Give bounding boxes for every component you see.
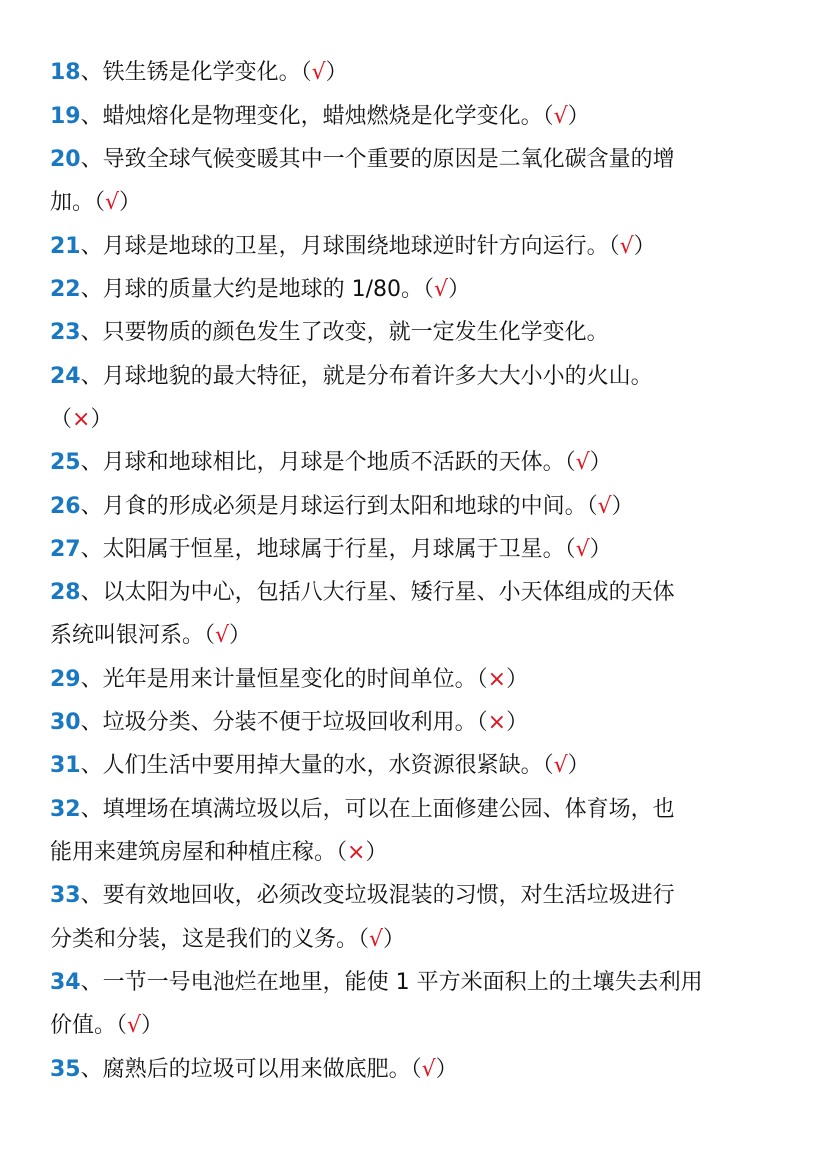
text-line (50, 362, 787, 392)
item-number: 33 (50, 883, 81, 908)
item-number: 35 (50, 1057, 81, 1082)
item-number: 32 (50, 797, 81, 822)
item-text: 能用来建筑房屋和种植庄稼。（ (50, 840, 348, 865)
text-line (50, 621, 787, 651)
item-number: 22 (50, 277, 81, 302)
item-text: 、垃圾分类、分装不便于垃圾回收利用。（ (80, 710, 488, 735)
closing-paren: ） (383, 927, 406, 952)
closing-paren: ） (506, 710, 529, 735)
check-mark-icon: √ (127, 1013, 142, 1038)
text-line (50, 1011, 787, 1041)
text-line (50, 751, 787, 781)
closing-paren: ） (611, 494, 634, 519)
closing-paren: ） (589, 450, 612, 475)
check-mark-icon: √ (421, 1057, 436, 1082)
item-text: 、月食的形成必须是月球运行到太阳和地球的中间。（ (80, 494, 598, 519)
text-line (50, 881, 787, 911)
text-line (50, 665, 787, 695)
text-line (50, 318, 787, 348)
closing-paren: ） (325, 60, 348, 85)
check-mark-icon: √ (434, 277, 449, 302)
item-text: 、月球地貌的最大特征，就是分布着许多大大小小的火山。 (80, 364, 653, 389)
closing-paren: ） (90, 407, 113, 432)
check-mark-icon: √ (553, 104, 568, 129)
cross-mark-icon: × (72, 407, 91, 432)
item-number: 25 (50, 450, 81, 475)
text-line (50, 145, 787, 175)
item-number: 18 (50, 60, 81, 85)
check-mark-icon: √ (575, 450, 590, 475)
check-mark-icon: √ (553, 753, 568, 778)
text-line (50, 232, 787, 262)
closing-paren: ） (567, 753, 590, 778)
item-text: 、月球的质量大约是地球的 1/80。（ (80, 277, 435, 302)
closing-paren: ） (633, 234, 656, 259)
item-number: 31 (50, 753, 81, 778)
item-text: 、月球是地球的卫星，月球围绕地球逆时针方向运行。（ (80, 234, 620, 259)
text-line (50, 1055, 787, 1085)
item-number: 27 (50, 537, 81, 562)
item-number: 28 (50, 580, 81, 605)
item-text: 、蜡烛熔化是物理变化，蜡烛燃烧是化学变化。（ (80, 104, 554, 129)
text-line (50, 535, 787, 565)
item-text: 、只要物质的颜色发生了改变，就一定发生化学变化。 (80, 320, 609, 345)
text-line (50, 925, 787, 955)
closing-paren: ） (589, 537, 612, 562)
check-mark-icon: √ (597, 494, 612, 519)
closing-paren: ） (435, 1057, 458, 1082)
item-number: 30 (50, 710, 81, 735)
closing-paren: ） (506, 667, 529, 692)
check-mark-icon: √ (575, 537, 590, 562)
item-number: 20 (50, 147, 81, 172)
item-text: 加。（ (50, 190, 106, 215)
item-number: 21 (50, 234, 81, 259)
item-text: 、导致全球气候变暖其中一个重要的原因是二氧化碳含量的增 (80, 147, 675, 172)
item-text: 、以太阳为中心，包括八大行星、矮行星、小天体组成的天体 (80, 580, 675, 605)
text-line (50, 275, 787, 305)
item-number: 29 (50, 667, 81, 692)
text-line (50, 578, 787, 608)
closing-paren: ） (141, 1013, 164, 1038)
item-text: 、要有效地回收，必须改变垃圾混装的习惯，对生活垃圾进行 (80, 883, 675, 908)
text-line (50, 795, 787, 825)
closing-paren: ） (448, 277, 471, 302)
check-mark-icon: √ (215, 623, 230, 648)
text-line (50, 58, 787, 88)
item-text: 系统叫银河系。（ (50, 623, 216, 648)
text-line (50, 448, 787, 478)
item-number: 23 (50, 320, 81, 345)
item-number: 26 (50, 494, 81, 519)
item-text: 价值。（ (50, 1013, 128, 1038)
item-text: （ (50, 407, 73, 432)
cross-mark-icon: × (347, 840, 366, 865)
item-text: 、铁生锈是化学变化。（ (80, 60, 312, 85)
cross-mark-icon: × (487, 710, 507, 735)
item-number: 19 (50, 104, 81, 129)
check-mark-icon: √ (369, 927, 384, 952)
text-line (50, 968, 787, 998)
closing-paren: ） (365, 840, 388, 865)
item-text: 、腐熟后的垃圾可以用来做底肥。（ (80, 1057, 422, 1082)
check-mark-icon: √ (619, 234, 634, 259)
item-text: 分类和分装，这是我们的义务。（ (50, 927, 370, 952)
closing-paren: ） (119, 190, 142, 215)
item-text: 、填埋场在填满垃圾以后，可以在上面修建公园、体育场，也 (80, 797, 675, 822)
item-text: 、太阳属于恒星，地球属于行星，月球属于卫星。（ (80, 537, 576, 562)
item-number: 24 (50, 364, 81, 389)
text-line (50, 492, 787, 522)
text-line (50, 838, 787, 868)
item-text: 、月球和地球相比，月球是个地质不活跃的天体。（ (80, 450, 576, 475)
closing-paren: ） (229, 623, 252, 648)
item-text: 、一节一号电池烂在地里，能使 1 平方米面积上的土壤失去利用 (80, 970, 703, 995)
text-line (50, 188, 787, 218)
item-text: 、人们生活中要用掉大量的水，水资源很紧缺。（ (80, 753, 554, 778)
text-line (50, 102, 787, 132)
item-text: 、光年是用来计量恒星变化的时间单位。（ (80, 667, 488, 692)
check-mark-icon: √ (105, 190, 120, 215)
check-mark-icon: √ (311, 60, 326, 85)
text-line (50, 708, 787, 738)
text-line (50, 405, 787, 435)
item-number: 34 (50, 970, 81, 995)
closing-paren: ） (567, 104, 590, 129)
cross-mark-icon: × (487, 667, 507, 692)
